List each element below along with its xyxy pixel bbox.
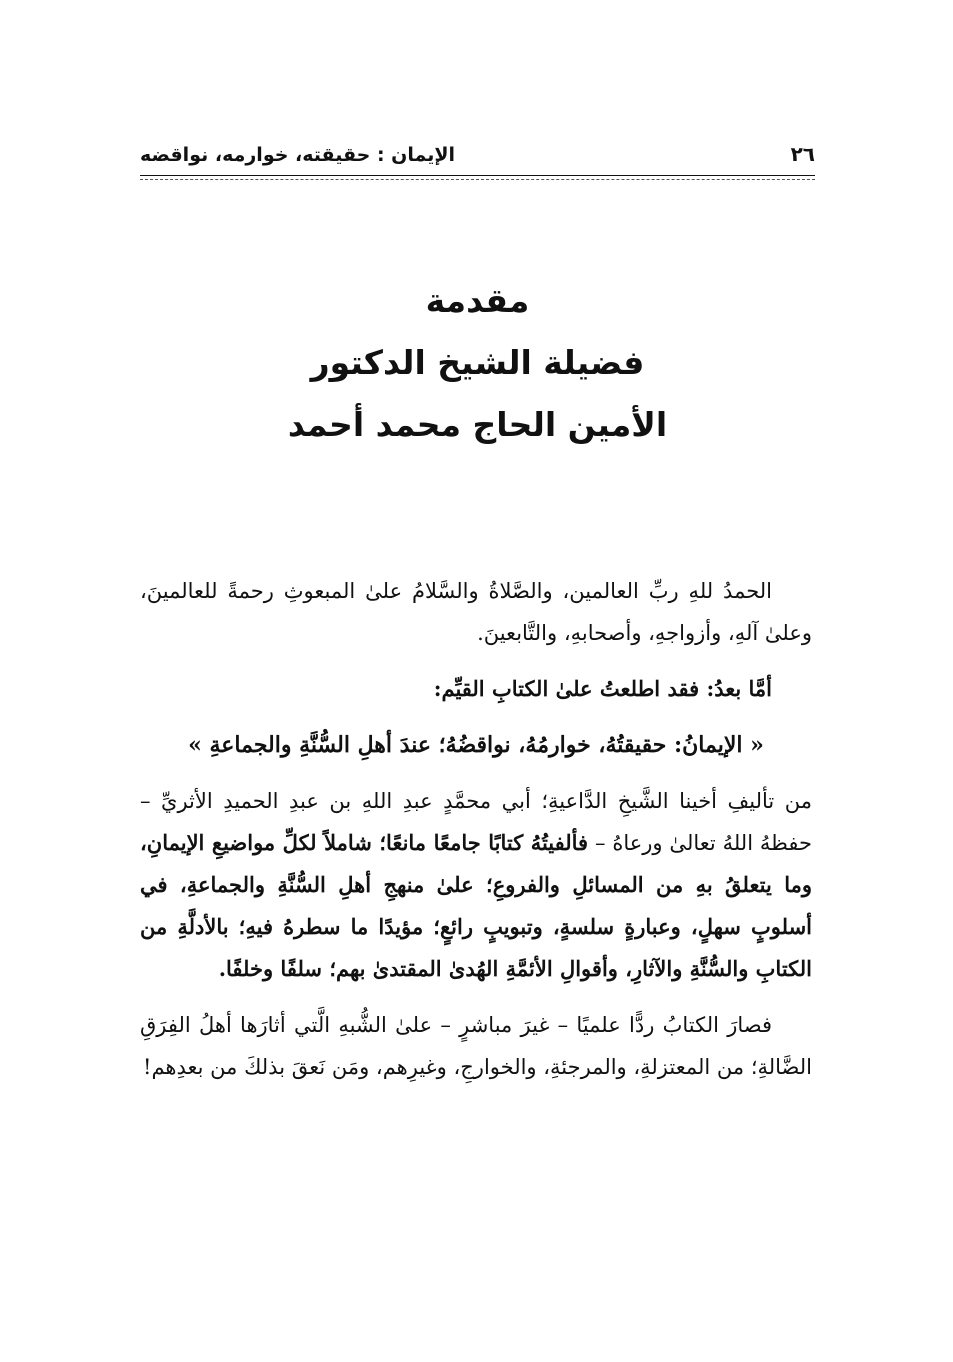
author-name-line: الأمين الحاج محمد أحمد: [287, 405, 668, 444]
body-text: [140, 570, 812, 1102]
running-header-title: الإيمان : حقيقته، خوارمه، نواقضه: [140, 144, 456, 166]
page-number: ٢٦: [790, 142, 815, 166]
paragraph-author-praise: فألفيتُهُ كتابًا جامعًا مانعًا؛ شاملاً لكلِّ مواضيعِ الإيمانِ، وما يتعلقُ بهِ من المسائلِ والفروعِ؛ علىٰ منهجِ أهلِ السُّنَّةِ والجماعةِ، في أسلوبٍ سهلٍ، وعبارةٍ سلسةٍ، وتبويبٍ رائعٍ؛ مؤيدًا ما سطرهُ فيهِ؛ بالأدلَّةِ من الكتابِ والسُّنَّةِ والآثارِ، وأقوالِ الأئمَّةِ الهُدىٰ المقتدىٰ بهم؛ سلفًا وخلفًا.: [140, 830, 812, 981]
paragraph-refutation: فصارَ الكتابُ ردًّا علميًا – غيرَ مباشرٍ – علىٰ الشُّبهِ الَّتي أثارَها أهلُ الفِرَقِ الضَّالةِ؛ من المعتزلةِ، والمرجئةِ، والخوارجِ، وغيرِهم، ومَن نَعقَ بذلكَ من بعدِهم!: [140, 1013, 812, 1079]
section-title: مقدمة: [425, 281, 530, 320]
author-title-line: فضيلة الشيخ الدكتور: [310, 343, 645, 382]
paragraph-praise: الحمدُ للهِ ربِّ العالمين، والصَّلاةُ والسَّلامُ علىٰ المبعوثِ رحمةً للعالمينَ، وعلىٰ آلهِ، وأزواجهِ، وأصحابهِ، والتَّابعينَ.: [140, 579, 812, 645]
running-header: [140, 138, 815, 174]
paragraph-author-intro: من تأليفِ أخينا الشَّيخِ الدَّاعيةِ؛ أبي محمَّدٍ عبدِ اللهِ بن عبدِ الحميدِ الأثريِّ – حفظهُ اللهُ تعالىٰ ورعاهُ –: [140, 789, 812, 855]
book-title-quote: « الإيمانُ: حقيقتُهُ، خوارمُهُ، نواقضُهُ؛ عندَ أهلِ السُّنَّةِ والجماعةِ »: [188, 732, 764, 758]
section-headings: [140, 270, 815, 456]
header-rule-dashed: [140, 179, 815, 180]
paragraph-intro: أمَّا بعدُ: فقد اطلعتُ علىٰ الكتابِ القيِّم:: [433, 676, 772, 701]
header-rule: [140, 175, 815, 176]
paragraph-author: [140, 780, 812, 990]
